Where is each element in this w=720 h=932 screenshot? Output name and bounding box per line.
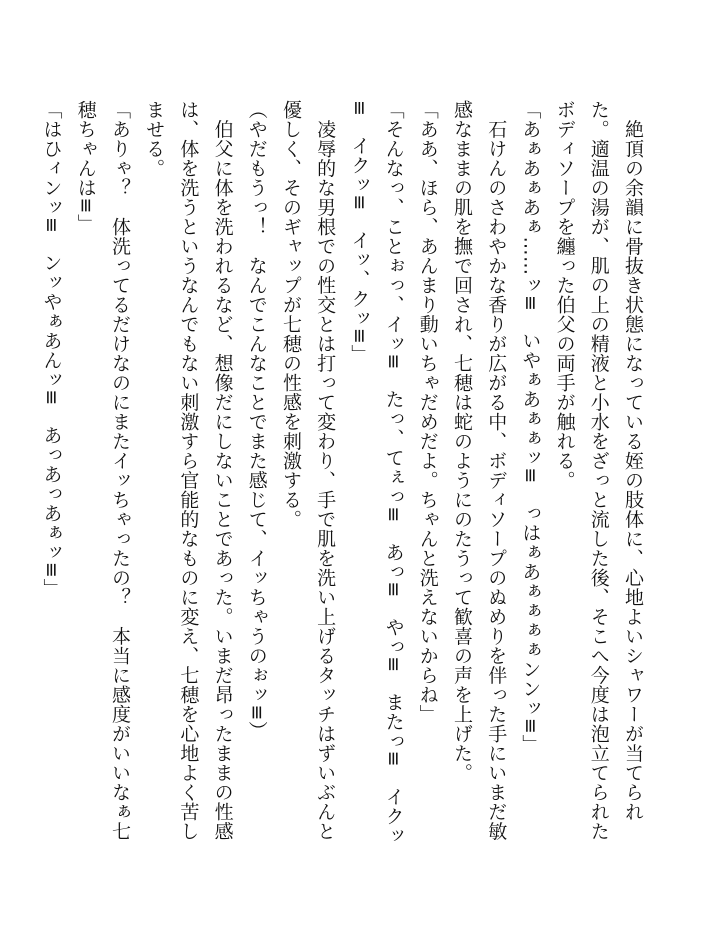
paragraph: 「ああ、ほら、あんまり動いちゃだめだよ。ちゃんと洗えないからね」 xyxy=(416,100,439,724)
paragraph: 「ありゃ？ 体洗ってるだけなのにまたイッちゃったの？ 本当に感度がいいなぁ七穂ちゃんは≡」 xyxy=(74,100,131,841)
paragraph: 凌辱的な男根での性交とは打って変わり、手で肌を洗い上げるタッチはずいぶんと優しく、そのギャップが七穂の性感を刺激する。 xyxy=(279,100,337,841)
paragraph: （やだもうっ！ なんでこんなことでまた感じて、イッちゃうのぉッ≡） xyxy=(245,100,268,741)
vertical-text-body xyxy=(34,100,650,860)
paragraph: 「そんなっ、ことぉっ、イッ≡ たっ、てぇっ≡ あっ≡ やっ≡ またっ≡ イクッ≡ イクッ≡ イッ、クッ≡」 xyxy=(348,100,405,846)
paragraph: 伯父に体を洗われるなど、想像だにしないことであった。いまだ昂ったままの性感は、体を洗うというなんでもない刺激すら官能的なものに変え、七穂を心地よく苦しませる。 xyxy=(143,100,234,841)
paragraph: 石けんのさわやかな香りが広がる中、ボディソープのぬめりを伴った手にいまだ敏感なままの肌を撫で回され、七穂は蛇のようにのたうって歓喜の声を上げた。 xyxy=(450,100,508,841)
paragraph: 「あぁあぁあぁ……ッ≡ いやぁあぁぁッ≡ っはぁあぁぁぁぁンンッ≡」 xyxy=(519,100,542,754)
paragraph: 絶頂の余韻に骨抜き状態になっている姪の肢体に、心地よいシャワーが当てられた。適温の湯が、肌の上の精液と小水をざっと流した後、そこへ今度は泡立てられたボディソープを纏った伯父の両手が触れる。 xyxy=(553,100,644,841)
paragraph: 「はひィンッ≡ ンッやぁあんッ≡ あっあっあぁッ≡」 xyxy=(40,100,63,598)
